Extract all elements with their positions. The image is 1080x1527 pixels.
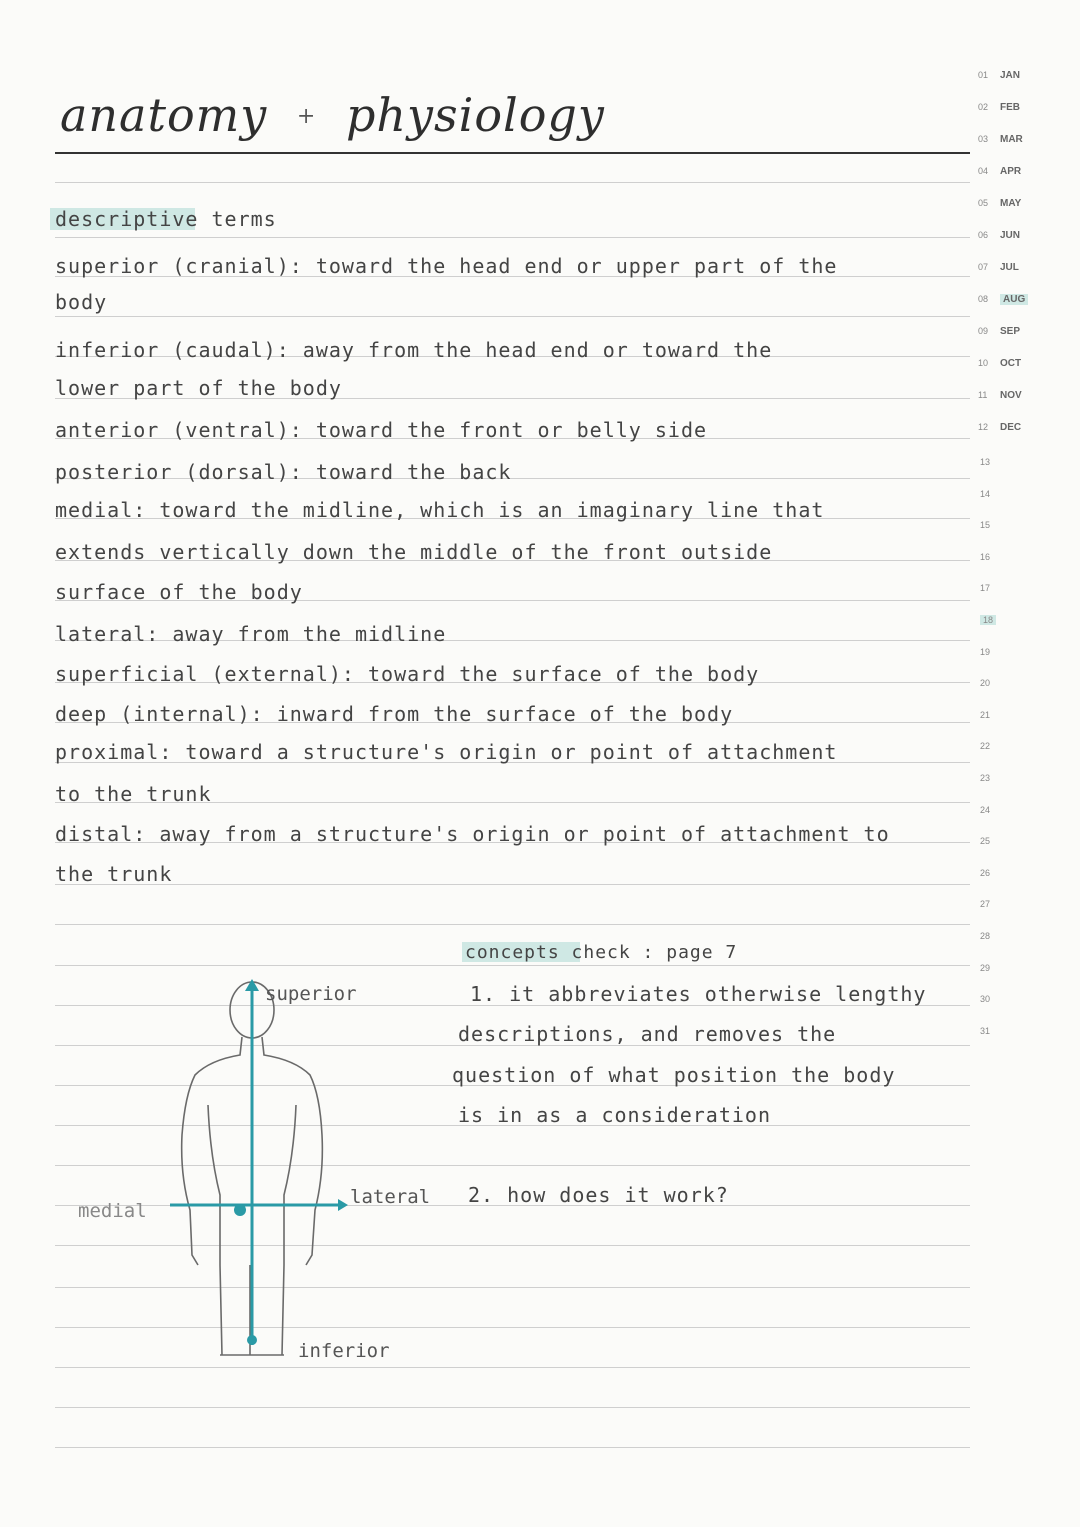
note-line: to the trunk — [55, 782, 212, 806]
label-lateral: lateral — [350, 1186, 431, 1208]
day-item-25[interactable]: 25 — [980, 836, 991, 847]
month-number: 11 — [978, 390, 988, 400]
month-name: OCT — [1000, 358, 1022, 369]
note-line: deep (internal): inward from the surface of the body — [55, 702, 734, 726]
note-line: the trunk — [55, 862, 173, 886]
day-item-15[interactable]: 15 — [980, 520, 991, 531]
label-superior: superior — [265, 983, 357, 1005]
page-title — [60, 88, 605, 142]
note-line: body — [55, 290, 108, 314]
month-name: NOV — [1000, 390, 1022, 401]
day-item-24[interactable]: 24 — [980, 804, 991, 815]
concepts-heading: concepts check : page 7 — [465, 942, 738, 963]
title-word-physiology: physiology — [345, 88, 605, 142]
month-name: AUG — [1000, 294, 1028, 305]
month-name: JAN — [1000, 70, 1021, 81]
label-inferior: inferior — [298, 1340, 390, 1362]
note-line: medial: toward the midline, which is an imaginary line that — [55, 498, 825, 522]
month-item-jul[interactable] — [978, 262, 1019, 273]
note-line: distal: away from a structure's origin or point of attachment to — [55, 822, 890, 846]
title-word-anatomy: anatomy — [60, 88, 268, 142]
day-item-29[interactable]: 29 — [980, 962, 991, 973]
month-number: 06 — [978, 230, 989, 240]
month-item-feb[interactable] — [978, 102, 1020, 113]
month-name: APR — [1000, 166, 1022, 177]
inferior-arrowhead — [247, 1335, 257, 1345]
day-item-19[interactable]: 19 — [980, 646, 991, 657]
label-medial: medial — [78, 1200, 147, 1222]
section-heading: descriptive terms — [55, 207, 277, 231]
answer-line: 1. it abbreviates otherwise lengthy — [470, 982, 927, 1006]
month-item-jun[interactable] — [978, 230, 1020, 241]
month-number: 12 — [978, 422, 989, 432]
answer-line: descriptions, and removes the — [458, 1022, 837, 1046]
month-item-apr[interactable] — [978, 166, 1021, 177]
month-item-mar[interactable] — [978, 134, 1023, 145]
note-line: anterior (ventral): toward the front or belly side — [55, 418, 708, 442]
day-item-14[interactable]: 14 — [980, 488, 991, 499]
note-line: proximal: toward a structure's origin or point of attachment — [55, 740, 838, 764]
month-item-jan[interactable] — [978, 70, 1020, 81]
lateral-arrowhead — [338, 1199, 348, 1211]
month-name: MAR — [1000, 134, 1023, 145]
answer-line: question of what position the body — [452, 1063, 896, 1087]
month-number: 04 — [978, 166, 989, 176]
note-line: extends vertically down the middle of the front outside — [55, 540, 773, 564]
month-name: MAY — [1000, 198, 1022, 209]
month-item-aug[interactable] — [978, 294, 1028, 305]
month-number: 01 — [978, 70, 989, 80]
month-number: 05 — [978, 198, 989, 208]
day-item-27[interactable]: 27 — [980, 899, 991, 910]
title-plus: + — [296, 104, 317, 129]
month-name: JUN — [1000, 230, 1021, 241]
day-item-23[interactable]: 23 — [980, 773, 991, 783]
month-item-dec[interactable] — [978, 422, 1021, 433]
month-item-nov[interactable] — [978, 390, 1022, 401]
day-item-30[interactable]: 30 — [980, 994, 991, 1005]
month-item-oct[interactable] — [978, 358, 1021, 369]
day-item-22[interactable]: 22 — [980, 741, 991, 752]
note-line: inferior (caudal): away from the head end or toward the — [55, 338, 773, 362]
question-2: 2. how does it work? — [468, 1183, 729, 1207]
day-item-31[interactable]: 31 — [980, 1025, 991, 1036]
superior-arrowhead — [245, 979, 259, 991]
month-number: 10 — [978, 358, 989, 368]
note-line: lower part of the body — [55, 376, 342, 400]
note-line: posterior (dorsal): toward the back — [55, 460, 512, 484]
body-diagram — [150, 965, 450, 1385]
month-name: FEB — [1000, 102, 1020, 113]
answer-line: is in as a consideration — [458, 1103, 771, 1127]
day-item-28[interactable]: 28 — [980, 931, 991, 941]
month-name: DEC — [1000, 422, 1022, 433]
month-number: 09 — [978, 326, 989, 336]
day-item-21[interactable]: 21 — [980, 709, 991, 720]
day-item-16[interactable]: 16 — [980, 551, 991, 562]
day-item-26[interactable]: 26 — [980, 867, 991, 878]
note-line: lateral: away from the midline — [55, 622, 447, 646]
month-name: SEP — [1000, 326, 1021, 337]
note-line: superior (cranial): toward the head end or upper part of the — [55, 254, 838, 278]
month-number: 03 — [978, 134, 989, 144]
day-item-13[interactable]: 13 — [980, 457, 991, 467]
month-number: 08 — [978, 294, 989, 304]
day-item-17[interactable]: 17 — [980, 583, 991, 594]
month-item-sep[interactable] — [978, 326, 1020, 337]
month-name: JUL — [1000, 262, 1019, 273]
month-item-may[interactable] — [978, 198, 1021, 209]
month-number: 07 — [978, 262, 989, 272]
day-item-18[interactable]: 18 — [980, 615, 996, 625]
note-line: superficial (external): toward the surface of the body — [55, 662, 760, 686]
note-line: surface of the body — [55, 580, 303, 604]
month-number: 02 — [978, 102, 989, 112]
hand-marker — [234, 1204, 246, 1216]
title-underline — [55, 152, 970, 154]
day-item-20[interactable]: 20 — [980, 678, 991, 689]
